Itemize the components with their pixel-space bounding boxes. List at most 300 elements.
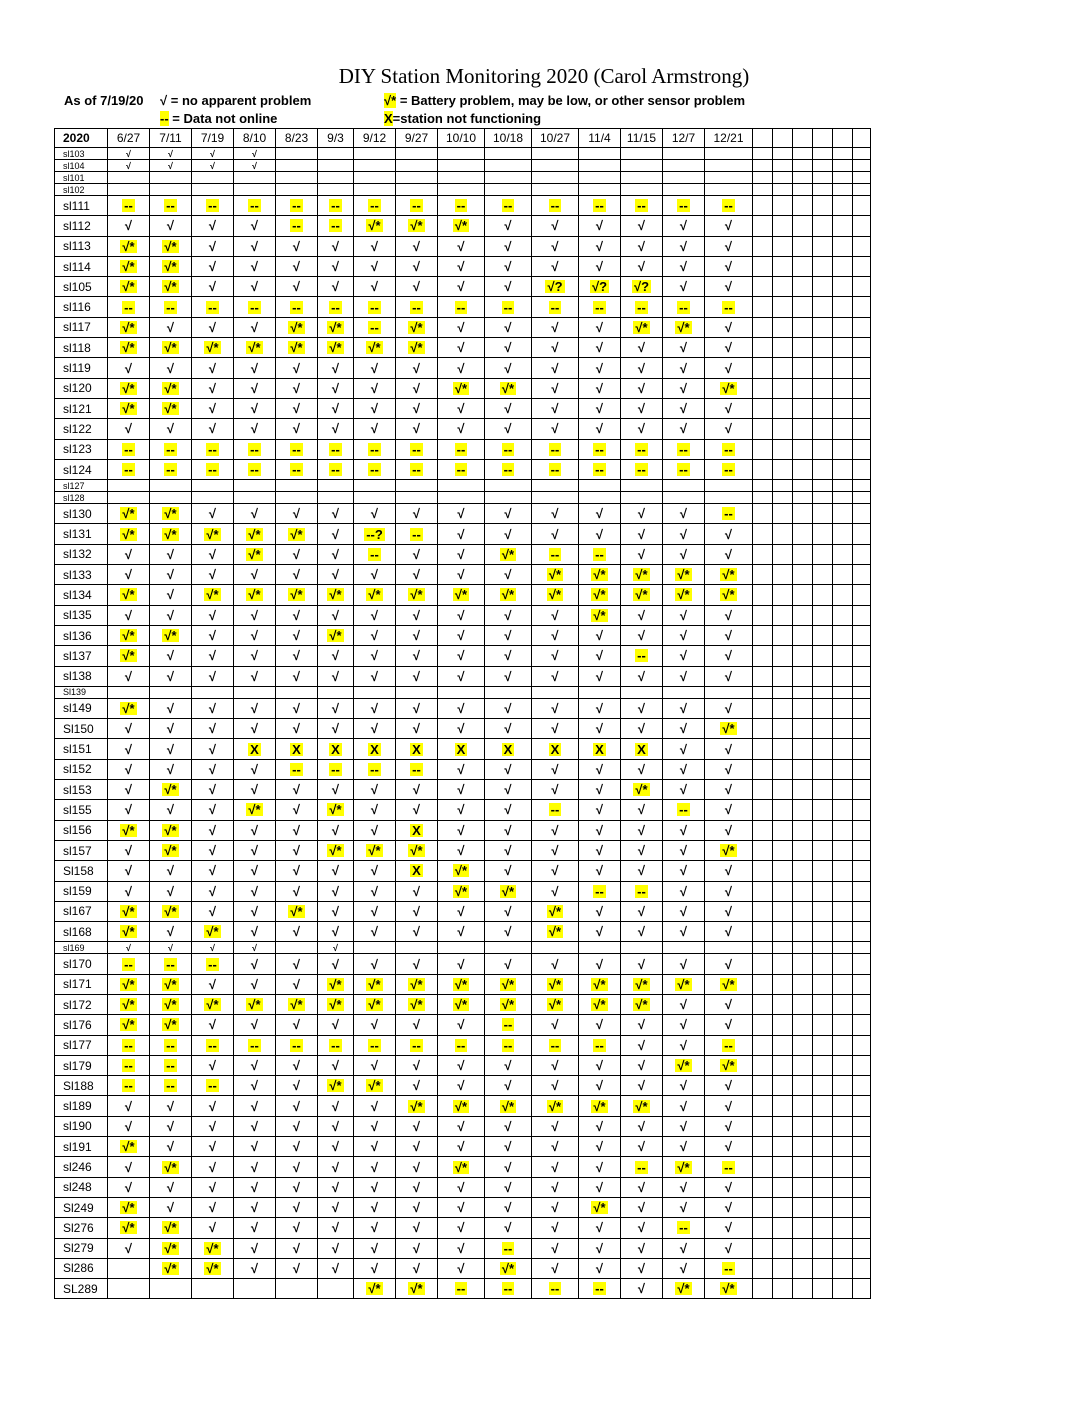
status-cell <box>485 439 532 459</box>
station-row <box>55 974 871 994</box>
status-cell <box>234 605 276 625</box>
status-cell <box>276 317 318 337</box>
status-cell <box>813 861 833 881</box>
status-cell <box>833 922 853 942</box>
status-mark: √ <box>166 421 175 437</box>
status-cell <box>108 1218 150 1238</box>
status-mark: √* <box>410 340 423 356</box>
status-cell <box>234 759 276 779</box>
status-cell <box>438 378 485 398</box>
status-mark: √ <box>166 883 175 899</box>
status-mark: √ <box>412 1118 421 1134</box>
status-mark: √ <box>457 607 465 623</box>
status-mark: √* <box>206 1240 219 1256</box>
status-cell <box>108 504 150 524</box>
status-cell <box>485 585 532 605</box>
status-cell <box>793 800 813 820</box>
status-cell <box>663 216 705 236</box>
status-cell <box>813 585 833 605</box>
status-cell <box>354 585 396 605</box>
status-cell <box>150 646 192 666</box>
station-id: Sl249 <box>55 1197 108 1217</box>
status-cell <box>438 686 485 698</box>
status-mark: √ <box>551 863 559 879</box>
status-cell <box>192 739 234 759</box>
status-cell <box>663 1177 705 1197</box>
status-cell <box>793 1096 813 1116</box>
status-cell <box>150 1157 192 1177</box>
status-cell <box>773 544 793 564</box>
status-cell <box>833 184 853 196</box>
status-cell <box>853 1035 871 1055</box>
status-cell <box>579 459 621 479</box>
status-cell <box>396 459 438 479</box>
status-mark: √ <box>370 259 379 275</box>
status-cell <box>579 1116 621 1136</box>
status-mark: √* <box>329 843 342 859</box>
status-mark: √ <box>637 218 646 234</box>
status-cell <box>833 994 853 1014</box>
status-cell <box>813 148 833 160</box>
status-mark: √ <box>637 607 646 623</box>
status-cell <box>813 974 833 994</box>
status-cell <box>150 1258 192 1278</box>
status-cell <box>234 666 276 686</box>
status-cell <box>485 184 532 196</box>
status-cell <box>485 160 532 172</box>
status-cell <box>354 901 396 921</box>
status-cell <box>438 820 485 840</box>
status-cell <box>318 544 354 564</box>
status-mark: √* <box>722 587 735 603</box>
legend-as-of: As of 7/19/20 <box>64 93 144 108</box>
status-mark: √* <box>248 340 261 356</box>
status-mark: √ <box>124 721 133 737</box>
station-id: sl131 <box>55 524 108 544</box>
status-mark: √* <box>368 843 381 859</box>
status-cell <box>621 861 663 881</box>
status-cell <box>276 780 318 800</box>
status-cell <box>318 1076 354 1096</box>
status-cell <box>793 1258 813 1278</box>
status-cell <box>318 840 354 860</box>
station-row <box>55 686 871 698</box>
status-mark: √ <box>412 1139 421 1155</box>
status-cell <box>532 861 579 881</box>
status-mark: √ <box>679 648 688 664</box>
status-cell <box>813 922 833 942</box>
status-mark: √ <box>679 668 688 684</box>
status-cell <box>813 338 833 358</box>
status-cell <box>773 419 793 439</box>
status-mark: √ <box>637 668 646 684</box>
status-mark: √ <box>551 238 559 254</box>
status-mark: -- <box>724 1260 733 1276</box>
status-mark: √* <box>248 526 261 542</box>
status-cell <box>753 820 773 840</box>
status-cell <box>705 148 753 160</box>
status-cell <box>192 686 234 698</box>
status-mark: √ <box>679 1017 688 1033</box>
status-mark: √ <box>250 822 259 838</box>
status-cell <box>396 1197 438 1217</box>
status-cell <box>438 216 485 236</box>
status-cell <box>663 739 705 759</box>
status-cell <box>773 459 793 479</box>
status-cell <box>108 338 150 358</box>
status-cell <box>753 358 773 378</box>
status-mark: √ <box>679 238 688 254</box>
status-cell <box>793 196 813 216</box>
station-id: sl111 <box>55 196 108 216</box>
status-mark: √ <box>166 319 175 335</box>
station-id: sl116 <box>55 297 108 317</box>
status-cell <box>192 277 234 297</box>
status-mark: √* <box>164 1240 177 1256</box>
status-mark: √* <box>635 997 648 1013</box>
status-cell <box>438 698 485 718</box>
status-mark: √ <box>208 648 217 664</box>
status-cell <box>793 544 813 564</box>
status-cell <box>532 1177 579 1197</box>
status-mark: √* <box>410 1098 423 1114</box>
status-cell <box>318 922 354 942</box>
status-cell <box>234 1076 276 1096</box>
status-cell <box>438 459 485 479</box>
status-cell <box>532 954 579 974</box>
station-row <box>55 439 871 459</box>
status-cell <box>532 338 579 358</box>
station-id: Sl188 <box>55 1076 108 1096</box>
status-cell <box>192 1177 234 1197</box>
status-cell <box>318 901 354 921</box>
status-cell <box>853 739 871 759</box>
status-cell <box>753 544 773 564</box>
status-cell <box>396 954 438 974</box>
status-mark: √ <box>637 863 646 879</box>
status-mark: √ <box>412 903 421 919</box>
status-cell <box>318 780 354 800</box>
status-mark: √ <box>208 1139 217 1155</box>
status-mark: √ <box>370 883 379 899</box>
status-cell <box>621 605 663 625</box>
status-cell <box>192 459 234 479</box>
status-mark: √ <box>292 1098 301 1114</box>
status-cell <box>663 605 705 625</box>
status-mark: √ <box>331 526 340 542</box>
status-mark: √* <box>501 883 515 899</box>
status-mark: √* <box>329 319 342 335</box>
status-mark: √ <box>292 506 301 522</box>
status-mark: -- <box>637 441 646 457</box>
status-mark: √* <box>122 997 135 1013</box>
status-mark: √* <box>501 976 515 992</box>
status-cell <box>532 419 579 439</box>
status-mark: √ <box>637 1240 646 1256</box>
status-mark: √ <box>250 259 259 275</box>
status-mark: √ <box>250 1159 259 1175</box>
status-mark: √ <box>166 863 175 879</box>
status-cell <box>396 1177 438 1197</box>
status-cell <box>108 419 150 439</box>
status-cell <box>276 585 318 605</box>
status-cell <box>621 1015 663 1035</box>
status-cell <box>396 585 438 605</box>
status-mark: √ <box>457 843 465 859</box>
status-mark: √* <box>454 976 468 992</box>
status-cell <box>354 698 396 718</box>
status-cell <box>579 236 621 256</box>
status-mark: -- <box>166 462 175 477</box>
status-cell <box>276 954 318 974</box>
status-mark: √* <box>368 997 381 1013</box>
status-cell <box>813 625 833 645</box>
status-cell <box>318 1279 354 1299</box>
status-mark: √* <box>368 218 381 234</box>
status-mark: √ <box>292 1260 301 1276</box>
status-mark: √ <box>208 976 217 992</box>
status-cell <box>773 1055 793 1075</box>
status-cell <box>753 524 773 544</box>
station-row <box>55 840 871 860</box>
status-mark: √ <box>412 721 421 737</box>
station-row <box>55 277 871 297</box>
status-cell <box>276 800 318 820</box>
status-cell <box>192 1238 234 1258</box>
status-mark: -- <box>166 1037 175 1053</box>
status-mark: √ <box>331 360 340 376</box>
status-mark: √ <box>208 401 217 417</box>
status-cell <box>192 1137 234 1157</box>
status-mark: √ <box>250 401 259 417</box>
status-cell <box>793 820 813 840</box>
status-cell <box>621 1258 663 1278</box>
status-cell <box>753 196 773 216</box>
status-cell <box>192 1015 234 1035</box>
status-cell <box>150 1137 192 1157</box>
status-mark: √ <box>166 721 175 737</box>
station-row <box>55 378 871 398</box>
status-cell <box>621 1035 663 1055</box>
status-cell <box>663 358 705 378</box>
status-cell <box>621 378 663 398</box>
status-cell <box>663 901 705 921</box>
status-mark: -- <box>679 802 688 818</box>
status-cell <box>813 666 833 686</box>
status-cell <box>579 605 621 625</box>
status-cell <box>532 881 579 901</box>
station-row <box>55 216 871 236</box>
status-cell <box>354 1157 396 1177</box>
status-cell <box>354 439 396 459</box>
status-cell <box>579 1157 621 1177</box>
status-cell <box>108 492 150 504</box>
status-cell <box>234 881 276 901</box>
status-cell <box>705 297 753 317</box>
station-id: sl135 <box>55 605 108 625</box>
status-mark: -- <box>724 198 733 214</box>
status-cell <box>108 160 150 172</box>
legend-battery <box>384 93 745 108</box>
status-cell <box>234 1238 276 1258</box>
status-cell <box>813 236 833 256</box>
status-cell <box>234 646 276 666</box>
status-cell <box>150 625 192 645</box>
status-cell <box>485 780 532 800</box>
status-cell <box>150 148 192 160</box>
status-cell <box>150 358 192 378</box>
status-mark: √* <box>454 587 468 603</box>
status-cell <box>354 504 396 524</box>
status-cell <box>773 172 793 184</box>
status-mark: √ <box>679 1240 688 1256</box>
status-mark: √ <box>370 1058 379 1074</box>
status-cell <box>396 820 438 840</box>
status-cell <box>621 1279 663 1299</box>
status-cell <box>579 780 621 800</box>
status-cell <box>579 1218 621 1238</box>
status-mark: √ <box>370 1139 379 1155</box>
status-cell <box>354 398 396 418</box>
status-cell <box>438 338 485 358</box>
legend-fail-text: =station not functioning <box>392 111 542 126</box>
status-cell <box>773 1258 793 1278</box>
status-cell <box>663 419 705 439</box>
status-cell <box>705 881 753 901</box>
status-cell <box>108 439 150 459</box>
status-mark: √ <box>457 259 465 275</box>
status-cell <box>833 504 853 524</box>
status-cell <box>853 901 871 921</box>
status-cell <box>108 1076 150 1096</box>
status-cell <box>579 881 621 901</box>
status-mark: √ <box>637 546 646 562</box>
status-mark: √ <box>331 279 340 295</box>
status-cell <box>318 216 354 236</box>
status-cell <box>318 1218 354 1238</box>
status-cell <box>621 974 663 994</box>
status-cell <box>438 184 485 196</box>
status-mark: -- <box>456 299 466 315</box>
status-mark: √* <box>677 1159 690 1175</box>
status-cell <box>579 922 621 942</box>
status-cell <box>318 719 354 739</box>
status-mark: -- <box>503 1037 513 1053</box>
status-mark: -- <box>550 1037 560 1053</box>
status-cell <box>705 585 753 605</box>
status-mark: √ <box>504 607 512 623</box>
status-cell <box>150 1238 192 1258</box>
status-cell <box>833 439 853 459</box>
status-cell <box>234 256 276 276</box>
status-cell <box>150 1096 192 1116</box>
status-cell <box>705 256 753 276</box>
status-cell <box>396 544 438 564</box>
status-cell <box>396 524 438 544</box>
station-id: sl121 <box>55 398 108 418</box>
status-mark: √* <box>122 648 135 664</box>
status-cell <box>773 686 793 698</box>
status-cell <box>532 148 579 160</box>
station-row <box>55 1218 871 1238</box>
status-cell <box>773 942 793 954</box>
status-mark: √* <box>122 238 135 254</box>
status-mark: √ <box>124 607 133 623</box>
station-row <box>55 1035 871 1055</box>
status-mark: X <box>331 741 340 757</box>
status-mark: -- <box>595 546 604 562</box>
status-mark: √ <box>724 279 733 295</box>
status-mark: √ <box>504 360 512 376</box>
status-mark: √ <box>370 1220 379 1236</box>
status-mark: √ <box>124 843 133 859</box>
status-cell <box>833 1137 853 1157</box>
status-cell <box>833 1197 853 1217</box>
status-mark: √ <box>595 401 604 417</box>
status-cell <box>234 1015 276 1035</box>
status-cell <box>485 480 532 492</box>
status-cell <box>438 780 485 800</box>
status-cell <box>438 1076 485 1096</box>
status-mark: -- <box>679 441 688 457</box>
status-cell <box>354 1137 396 1157</box>
status-mark: √ <box>724 822 733 838</box>
station-row <box>55 317 871 337</box>
status-cell <box>318 698 354 718</box>
status-cell <box>396 1015 438 1035</box>
status-cell <box>833 1076 853 1096</box>
status-cell <box>318 954 354 974</box>
status-mark: √ <box>679 340 688 356</box>
status-cell <box>705 277 753 297</box>
status-cell <box>438 646 485 666</box>
status-cell <box>276 419 318 439</box>
status-mark: √ <box>679 1078 688 1094</box>
status-cell <box>833 544 853 564</box>
status-cell <box>773 1116 793 1136</box>
status-cell <box>579 625 621 645</box>
status-cell <box>753 840 773 860</box>
status-cell <box>753 585 773 605</box>
status-mark: √ <box>457 782 465 798</box>
status-mark: √ <box>250 976 259 992</box>
status-mark: √* <box>501 1098 515 1114</box>
status-mark: √ <box>124 1240 133 1256</box>
status-cell <box>318 585 354 605</box>
status-mark: √ <box>412 567 421 583</box>
status-cell <box>438 544 485 564</box>
status-cell <box>108 861 150 881</box>
status-cell <box>485 358 532 378</box>
status-cell <box>150 1197 192 1217</box>
status-mark: √ <box>250 567 259 583</box>
status-cell <box>579 719 621 739</box>
status-mark: √ <box>250 721 259 737</box>
status-cell <box>833 800 853 820</box>
status-cell <box>276 759 318 779</box>
legend-battery-text: = Battery problem, may be low, or other sensor problem <box>399 93 746 108</box>
status-mark: √ <box>250 218 259 234</box>
status-mark: √ <box>370 924 379 940</box>
date-header: 12/7 <box>663 129 705 148</box>
status-cell <box>833 338 853 358</box>
status-mark: √* <box>122 526 135 542</box>
status-mark: √ <box>370 1240 379 1256</box>
status-cell <box>793 492 813 504</box>
status-mark: √ <box>208 883 217 899</box>
status-cell <box>234 861 276 881</box>
status-cell <box>753 1157 773 1177</box>
